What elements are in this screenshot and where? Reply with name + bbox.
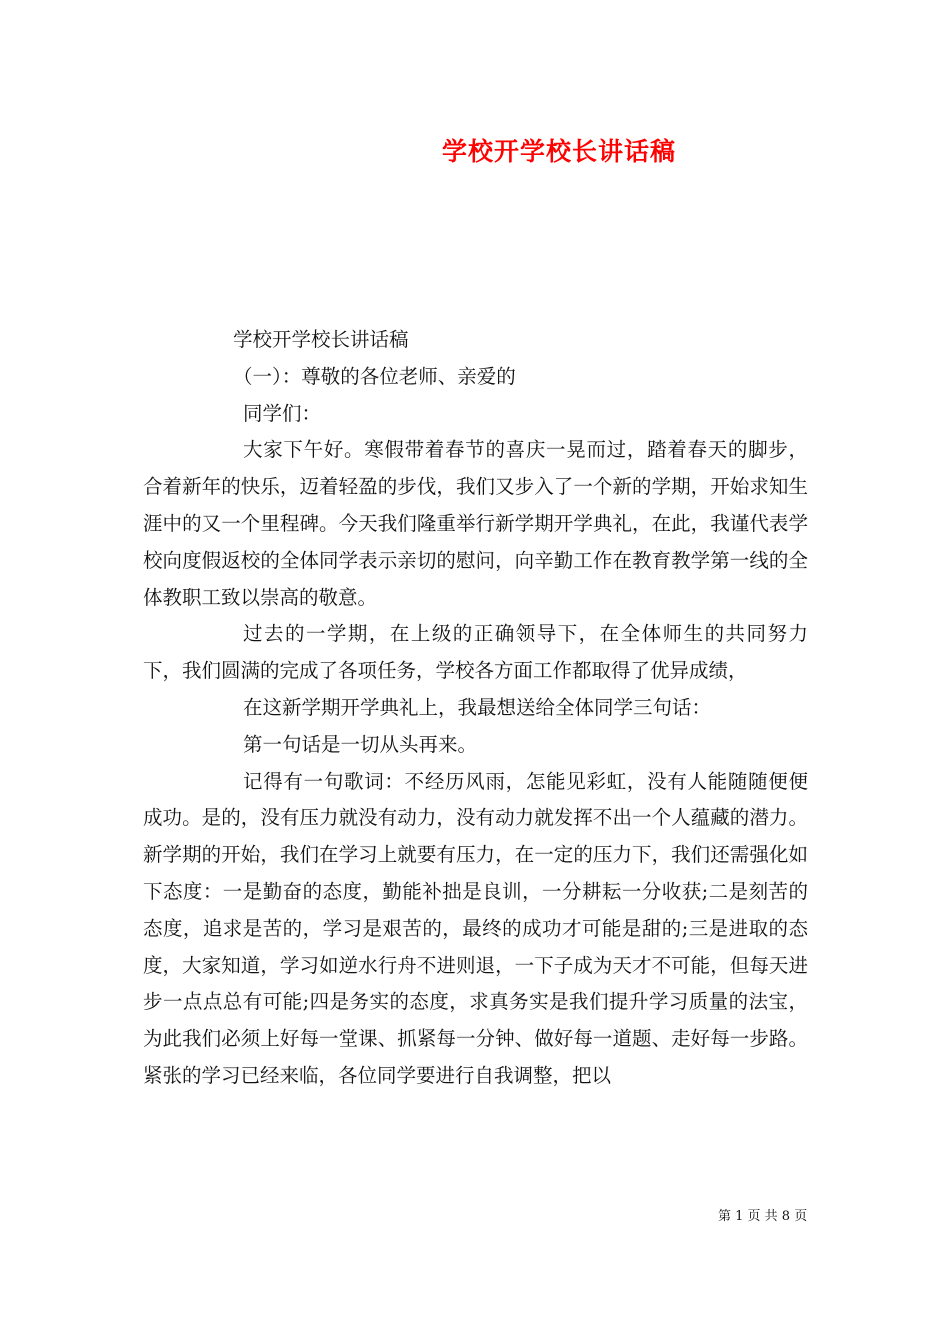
page-number-footer: 第 1 页 共 8 页	[718, 1209, 808, 1224]
document-title: 学校开学校长讲话稿	[441, 137, 676, 166]
document-body	[143, 322, 808, 1095]
paragraph-subtitle: 学校开学校长讲话稿	[233, 328, 409, 351]
paragraph-three-sentences: 在这新学期开学典礼上，我最想送给全体同学三句话：	[243, 695, 712, 719]
paragraph-first-sentence: 第一句话是一切从头再来。	[243, 732, 478, 756]
paragraph-lyrics: 记得有一句歌词：不经历风雨，怎能见彩虹，没有人能随随便便成功。是的，没有压力就没有动力，没有动力就发挥不出一个人蕴藏的潜力。新学期的开始，我们在学习上就要有压力，在一定的压力下，我们还需强化如下态度：一是勤奋的态度，勤能补拙是良训，一分耕耘一分收获;二是刻苦的态度，追求是苦的，学习是艰苦的，最终的成功才可能是甜的;三是进取的态度，大家知道，学习如逆水行舟不进则退，一下子成为天才不可能，但每天进步一点点总有可能;四是务实的态度，求真务实是我们提升学习质量的法宝，为此我们必须上好每一堂课、抓紧每一分钟、做好每一道题、走好每一步路。紧张的学习已经来临，各位同学要进行自我调整，把以	[143, 769, 808, 1087]
paragraph-past-semester: 过去的一学期，在上级的正确领导下，在全体师生的共同努力下，我们圆满的完成了各项任务，学校各方面工作都取得了优异成绩，	[143, 622, 808, 683]
paragraph-salutation-cont: 同学们：	[243, 401, 322, 425]
paragraph-greeting: 大家下午好。寒假带着春节的喜庆一晃而过，踏着春天的脚步，合着新年的快乐，迈着轻盈的步伐，我们又步入了一个新的学期，开始求知生涯中的又一个里程碑。今天我们隆重举行新学期开学典礼，在此，我谨代表学校向度假返校的全体同学表示亲切的慰问，向辛勤工作在教育教学第一线的全体教职工致以崇高的敬意。	[143, 438, 808, 609]
paragraph-salutation: （一）：尊敬的各位老师、亲爱的	[233, 364, 516, 388]
